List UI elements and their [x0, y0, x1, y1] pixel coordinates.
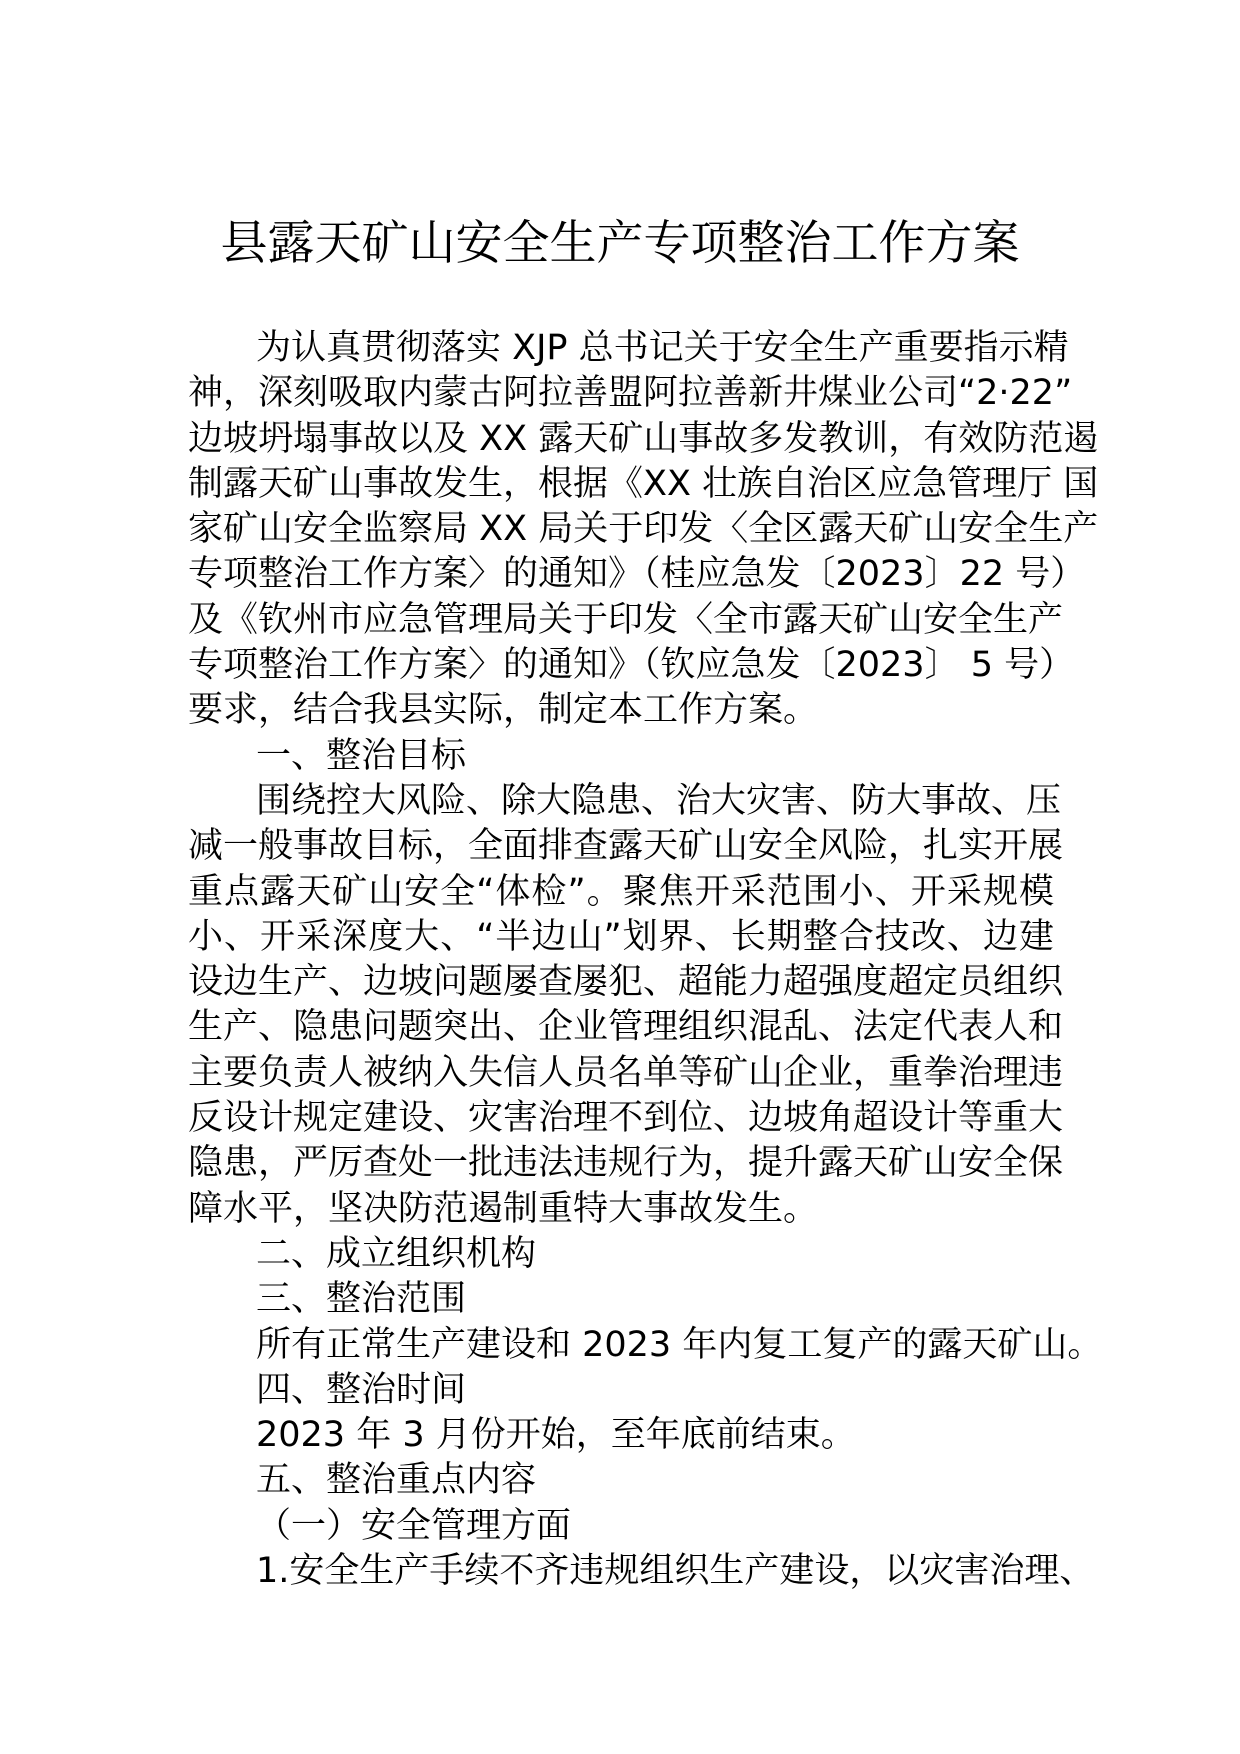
- text-line: 边坡坍塌事故以及 XX 露天矿山事故多发教训，有效防范遏: [188, 418, 1099, 459]
- text-line: 家矿山安全监察局 XX 局关于印发〈全区露天矿山安全生产: [188, 509, 1099, 550]
- text-line: 设边生产、边坡问题屡查屡犯、超能力超强度超定员组织: [188, 962, 1064, 1003]
- text-line: 小、开采深度大、“半边山”划界、长期整合技改、边建: [188, 916, 1054, 957]
- text-line: 制露天矿山事故发生，根据《XX 壮族自治区应急管理厅 国: [188, 463, 1099, 504]
- subsection-heading: （一）安全管理方面: [256, 1505, 572, 1546]
- text-line: 主要负责人被纳入失信人员名单等矿山企业，重拳治理违: [188, 1052, 1064, 1093]
- document-title: 县露天矿山安全生产专项整治工作方案: [220, 216, 1020, 271]
- item-text: 1.安全生产手续不齐违规组织生产建设，以灾害治理、: [256, 1551, 1095, 1592]
- text-line: 重点露天矿山安全“体检”。聚焦开采范围小、开采规模: [188, 871, 1054, 912]
- text-line: 神，深刻吸取内蒙古阿拉善盟阿拉善新井煤业公司“2·22”: [188, 373, 1073, 414]
- text-line: 专项整治工作方案〉的通知》（桂应急发〔2023〕22 号）: [188, 554, 1086, 595]
- text-line: 障水平，坚决防范遏制重特大事故发生。: [188, 1188, 819, 1229]
- text-line: 及《钦州市应急管理局关于印发〈全市露天矿山安全生产: [188, 599, 1064, 640]
- text-line: 反设计规定建设、灾害治理不到位、边坡角超设计等重大: [188, 1098, 1064, 1139]
- text-line: 为认真贯彻落实 XJP 总书记关于安全生产重要指示精: [256, 328, 1069, 368]
- goal-paragraph: [188, 779, 1064, 1232]
- section-heading: 三、整治范围: [256, 1279, 467, 1320]
- intro-paragraph: [188, 326, 1099, 734]
- section-heading: 五、整治重点内容: [256, 1460, 537, 1501]
- text-line: 要求，结合我县实际，制定本工作方案。: [188, 690, 819, 731]
- section-heading: 一、整治目标: [256, 735, 467, 776]
- period-text: 2023 年 3 月份开始，至年底前结束。: [256, 1415, 856, 1456]
- text-line: 专项整治工作方案〉的通知》（钦应急发〔2023〕 5 号）: [188, 645, 1075, 686]
- text-line: 减一般事故目标，全面排查露天矿山安全风险，扎实开展: [188, 826, 1064, 867]
- section-heading: 四、整治时间: [256, 1369, 467, 1410]
- document-body: [188, 326, 1103, 1594]
- section-heading: 二、成立组织机构: [256, 1233, 537, 1274]
- text-line: 围绕控大风险、除大隐患、治大灾害、防大事故、压: [256, 780, 1062, 821]
- text-line: 生产、隐患问题突出、企业管理组织混乱、法定代表人和: [188, 1007, 1064, 1048]
- scope-text: 所有正常生产建设和 2023 年内复工复产的露天矿山。: [256, 1324, 1103, 1365]
- text-line: 隐患，严厉查处一批违法违规行为，提升露天矿山安全保: [188, 1143, 1064, 1184]
